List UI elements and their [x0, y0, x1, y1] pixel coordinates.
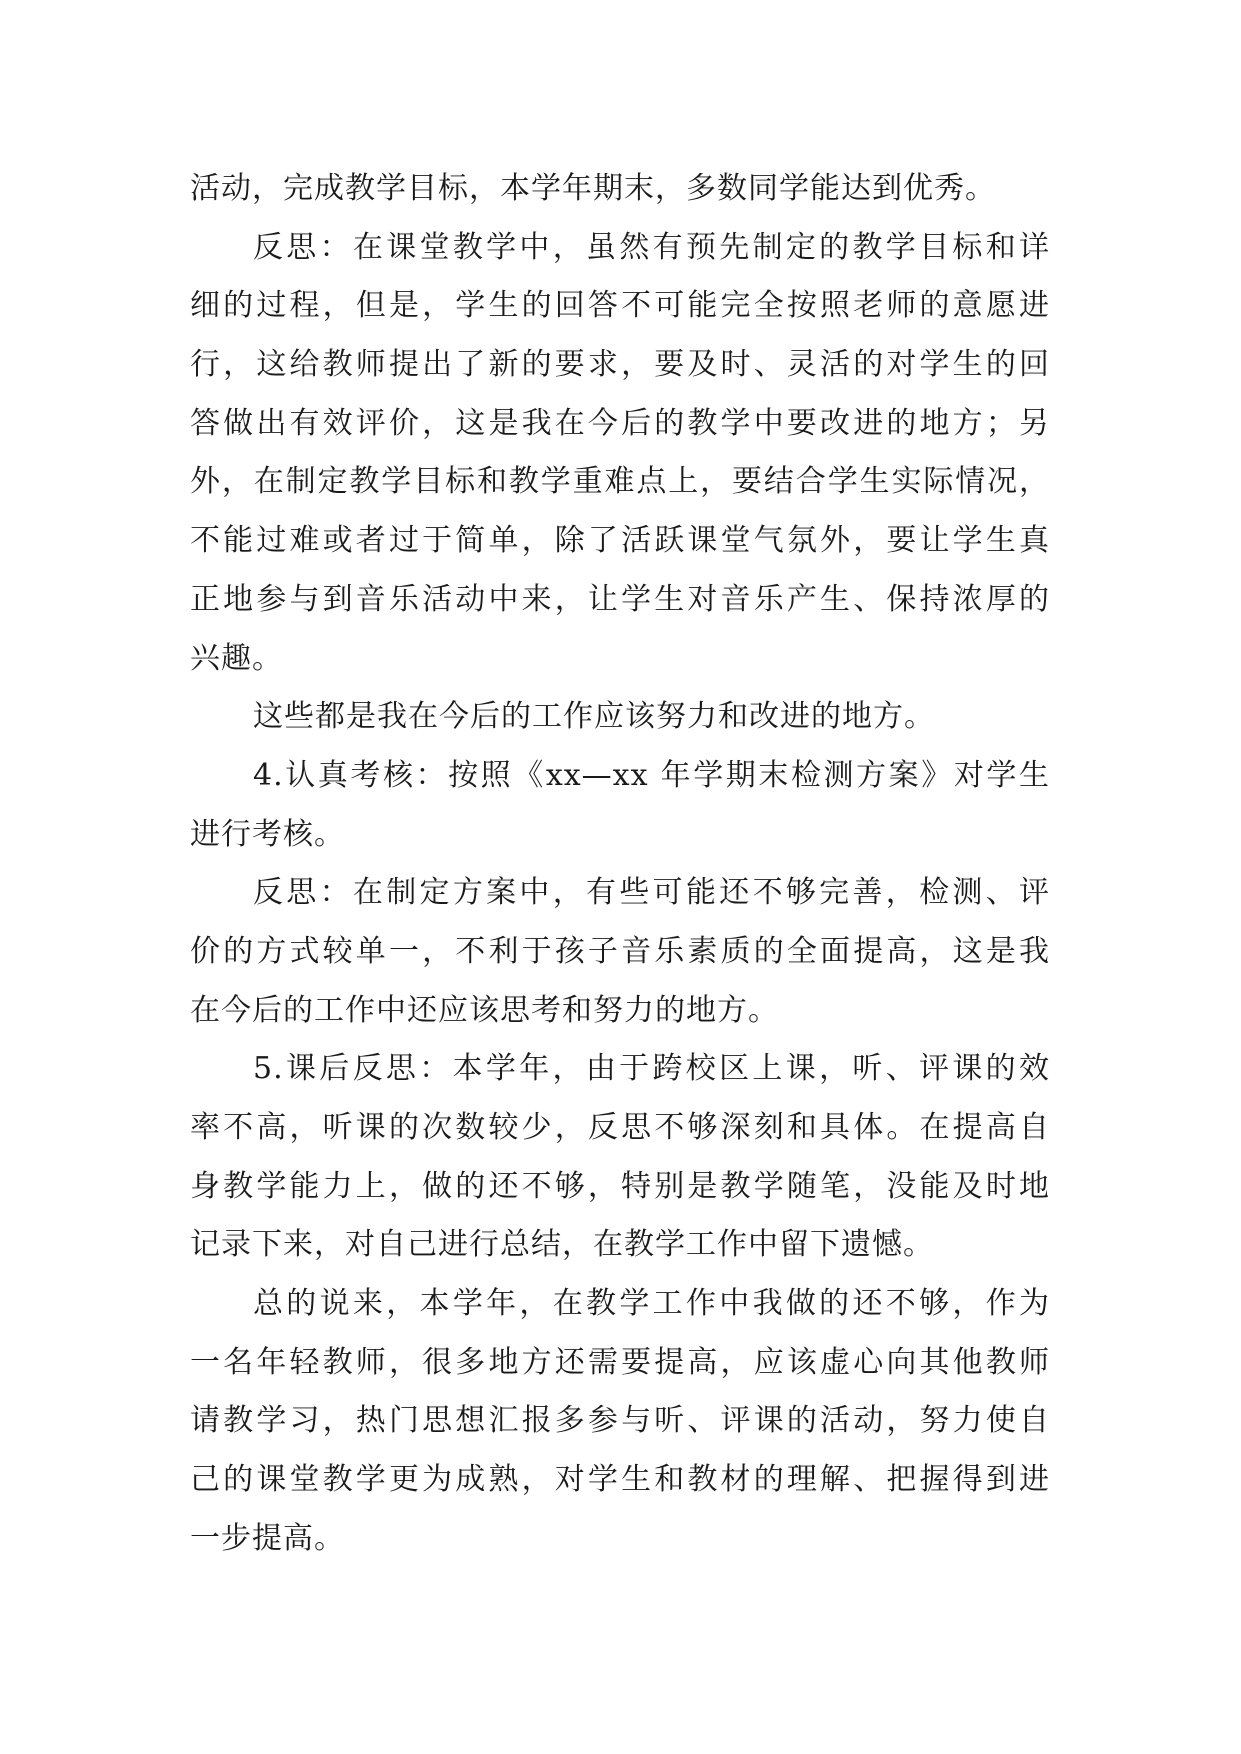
text-line: 外，在制定教学目标和教学重难点上，要结合学生实际情况， [190, 464, 1050, 500]
text-line: 记录下来，对自己进行总结，在教学工作中留下遗憾。 [190, 1227, 934, 1263]
text-line: 兴趣。 [190, 640, 283, 676]
text-line: 一步提高。 [190, 1520, 345, 1556]
text-line: 在今后的工作中还应该思考和努力的地方。 [190, 992, 779, 1028]
text-line: 4.认真考核：按照《xx—xx 年学期末检测方案》对学生 [253, 757, 1050, 793]
text-line: 不能过难或者过于简单，除了活跃课堂气氛外，要让学生真 [190, 523, 1050, 559]
text-line: 反思：在制定方案中，有些可能还不够完善，检测、评 [253, 875, 1050, 911]
text-line: 行，这给教师提出了新的要求，要及时、灵活的对学生的回 [190, 347, 1050, 383]
text-line: 进行考核。 [190, 816, 345, 852]
text-line: 总的说来，本学年，在教学工作中我做的还不够，作为 [253, 1286, 1050, 1322]
text-line: 细的过程，但是，学生的回答不可能完全按照老师的意愿进 [190, 288, 1050, 324]
text-line: 一名年轻教师，很多地方还需要提高，应该虚心向其他教师 [190, 1344, 1050, 1380]
text-line: 身教学能力上，做的还不够，特别是教学随笔，没能及时地 [190, 1168, 1050, 1204]
text-line: 答做出有效评价，这是我在今后的教学中要改进的地方；另 [190, 405, 1050, 441]
text-line: 率不高，听课的次数较少，反思不够深刻和具体。在提高自 [190, 1110, 1050, 1145]
text-line: 请教学习，热门思想汇报多参与听、评课的活动，努力使自 [190, 1403, 1050, 1439]
document-body [190, 160, 1050, 1569]
text-line: 价的方式较单一，不利于孩子音乐素质的全面提高，这是我 [190, 933, 1050, 969]
text-line: 正地参与到音乐活动中来，让学生对音乐产生、保持浓厚的 [190, 581, 1050, 617]
text-line: 己的课堂教学更为成熟，对学生和教材的理解、把握得到进 [190, 1462, 1050, 1498]
text-line: 5.课后反思：本学年，由于跨校区上课，听、评课的效 [253, 1051, 1050, 1087]
text-line: 活动，完成教学目标，本学年期末，多数同学能达到优秀。 [190, 171, 996, 206]
text-line: 反思：在课堂教学中，虽然有预先制定的教学目标和详 [253, 229, 1050, 265]
text-line: 这些都是我在今后的工作应该努力和改进的地方。 [253, 699, 935, 735]
